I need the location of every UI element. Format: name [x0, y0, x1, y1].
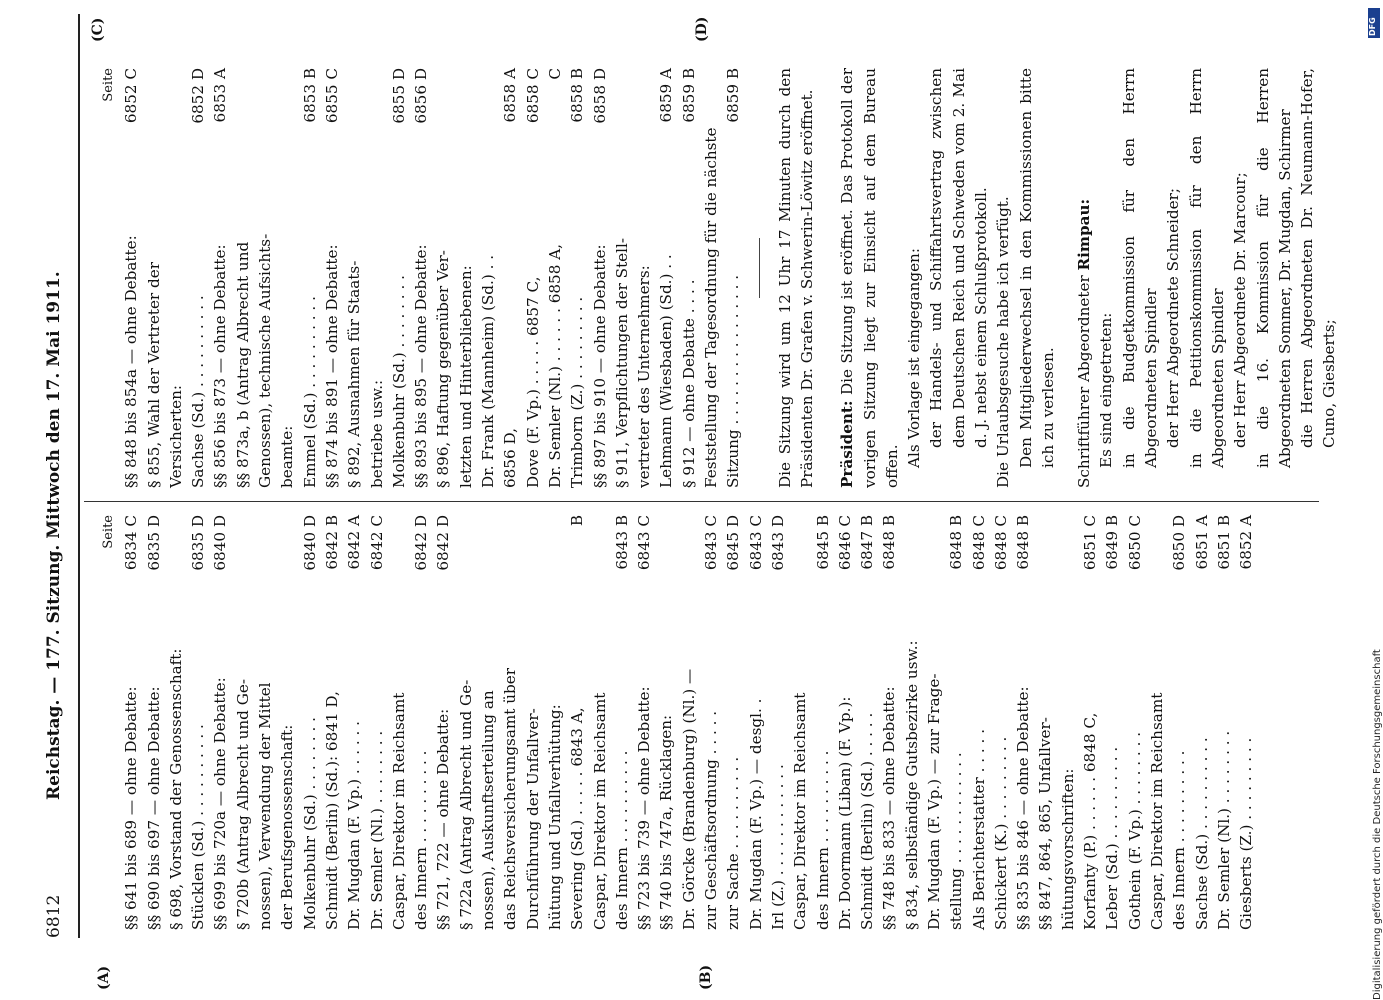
toc-entry-page: 6859 A — [657, 68, 676, 123]
toc-entry-page: 6843 B — [612, 515, 631, 570]
toc-entry-text: § 855, Wahl der Vertreter der — [144, 262, 163, 488]
toc-entry-page: 6848 C — [991, 515, 1010, 571]
toc-entry-page: 6850 D — [1170, 515, 1189, 571]
toc-row — [700, 68, 722, 488]
toc-entry-text: zur Geschäftsordnung . . . . . — [702, 710, 721, 930]
toc-entry-text: nossen), Auskunftserteilung an — [479, 690, 498, 930]
vorlage-heading: Als Vorlage ist eingegangen: — [905, 248, 924, 468]
toc-row — [566, 68, 588, 488]
toc-entry-text: § 896, Haftung gegenüber Ver- — [434, 250, 453, 488]
toc-row — [1101, 515, 1123, 930]
toc-row — [1168, 515, 1190, 930]
toc-entry-text: § 698, Vorstand der Genossenschaft: — [166, 648, 185, 930]
toc-entry-text: das Reichsversicherungsamt über — [501, 668, 520, 930]
toc-entry-text: §§ 897 bis 910 — ohne Debatte: — [590, 244, 609, 488]
toc-row — [388, 515, 410, 930]
toc-row — [611, 515, 633, 930]
toc-entry-text: Irl (Z.) . . . . . . . . . . . . — [768, 764, 787, 930]
toc-row — [120, 68, 142, 488]
marker-b: (B) — [698, 964, 714, 990]
column-divider — [84, 501, 1319, 502]
toc-entry-page: 6842 A — [345, 515, 364, 570]
toc-entry-page: 6842 B — [322, 515, 341, 570]
toc-entry-text: des Innern . . . . . . . . . . — [813, 750, 832, 930]
toc-entry-text: Sachse (Sd.) . . . . . . . . . . — [189, 295, 208, 488]
toc-row — [789, 515, 811, 930]
toc-entry-page: 6835 D — [189, 515, 208, 571]
left-seite-label: Seite — [101, 515, 116, 549]
schrift-line-4: in die Petitionskommission für den Herrn Abgeordneten Spindler — [1186, 68, 1227, 468]
toc-entry-page: 6846 C — [835, 515, 854, 571]
toc-entry-text: Schmidt (Berlin) (Sd.): 6841 D, — [322, 691, 341, 930]
toc-row — [299, 515, 321, 930]
toc-row — [522, 68, 544, 488]
toc-row — [477, 68, 499, 488]
toc-entry-page: 6858 D — [590, 68, 609, 124]
section-rule — [759, 238, 760, 298]
page-number: 6812 — [44, 894, 64, 938]
toc-entry-text: hütungsvorschriften: — [1058, 768, 1077, 930]
toc-entry-page: 6858 B — [568, 68, 587, 123]
toc-entry-page: 6853 A — [211, 68, 230, 123]
toc-row — [499, 515, 521, 930]
toc-row — [388, 68, 410, 488]
marker-a: (A) — [96, 965, 112, 990]
toc-row — [1146, 515, 1168, 930]
toc-entry-text: §§ 847, 864, 865, Unfallver- — [1036, 717, 1055, 930]
toc-row — [343, 515, 365, 930]
toc-entry-page: 6850 C — [1125, 515, 1144, 571]
toc-entry-page: 6851 C — [1081, 515, 1100, 571]
toc-entry-text: Durchführung der Unfallver- — [523, 708, 542, 930]
toc-row — [633, 68, 655, 488]
toc-row — [366, 515, 388, 930]
toc-row — [611, 68, 633, 488]
toc-entry-text: Dr. Semler (Nl.) . . . . . . 6858 A, — [545, 243, 564, 488]
toc-row — [321, 515, 343, 930]
schrift-line-7: die Herren Abgeordneten Dr. Neumann-Hofer, Cuno, Giesberts; — [1298, 68, 1339, 448]
schrift-line-5: der Herr Abgeordnete Dr. Marcour; — [1231, 172, 1250, 448]
toc-entry-text: Caspar, Direktor im Reichsamt — [389, 692, 408, 930]
toc-row — [165, 515, 187, 930]
toc-row — [143, 515, 165, 930]
toc-entry-page: 6848 B — [880, 515, 899, 570]
toc-row — [120, 515, 142, 930]
toc-entry-text: Emmel (Sd.) . . . . . . . . . . — [300, 296, 319, 488]
toc-row — [522, 515, 544, 930]
toc-entry-text: §§ 690 bis 697 — ohne Debatte: — [144, 686, 163, 930]
toc-row — [366, 68, 388, 488]
toc-entry-text: Stücklen (Sd.) . . . . . . . . . . — [189, 724, 208, 930]
toc-entry-text: Genossen), technische Aufsichts- — [256, 233, 275, 488]
toc-row — [432, 68, 454, 488]
toc-entry-text: betriebe usw.: — [367, 379, 386, 488]
toc-entry-page: 6847 B — [858, 515, 877, 570]
toc-entry-page: 6842 C — [367, 515, 386, 571]
toc-entry-text: §§ 748 bis 833 — ohne Debatte: — [880, 686, 899, 930]
toc-entry-page: 6840 D — [211, 515, 230, 571]
toc-entry-text: § 912 — ohne Debatte . . . . — [679, 279, 698, 488]
toc-row — [276, 68, 298, 488]
toc-entry-page: 6843 C — [702, 515, 721, 571]
toc-row — [1213, 515, 1235, 930]
toc-row — [254, 515, 276, 930]
toc-row — [1057, 515, 1079, 930]
president-label: Präsident: — [838, 400, 857, 488]
toc-entry-page: 6843 C — [635, 515, 654, 571]
toc-entry-text: Gothein (F. Vp.) . . . . . . . . — [1125, 731, 1144, 930]
toc-row — [232, 515, 254, 930]
toc-row — [544, 515, 566, 930]
toc-entry-text: des Innern . . . . . . . . . . — [612, 750, 631, 930]
vorlage-item: der Handels- und Schiffahrtsvertrag zwischen dem Deutschen Reich und Schweden vom 2. Mai d. J. nebst einem Schlußprotokoll. — [927, 68, 990, 448]
toc-entry-text: nossen), Verwendung der Mittel — [256, 682, 275, 930]
toc-entry-page: 6845 B — [813, 515, 832, 570]
toc-entry-text: des Innern . . . . . . . . . . — [412, 750, 431, 930]
toc-entry-text: 6856 D, — [501, 428, 520, 488]
toc-row — [923, 515, 945, 930]
toc-entry-page: 6855 D — [389, 68, 408, 124]
toc-row — [1034, 515, 1056, 930]
schrift-line-2: in die Budgetkommission für den Herrn Abgeordneten Spindler — [1119, 68, 1161, 468]
schrift-paragraph — [1073, 68, 1095, 488]
toc-row — [321, 68, 343, 488]
toc-entry-text: Als Berichterstatter . . . . . — [969, 728, 988, 930]
toc-entry-text: des Innern . . . . . . . . . . — [1170, 750, 1189, 930]
toc-row — [410, 515, 432, 930]
toc-entry-page: 6848 C — [969, 515, 988, 571]
toc-entry-text: §§ 874 bis 891 — ohne Debatte: — [322, 244, 341, 488]
toc-entry-text: Trimborn (Z.) . . . . . . . . . — [568, 296, 587, 488]
toc-row — [410, 68, 432, 488]
toc-entry-text: Dr. Mugdan (F. Vp.) . . . . . . — [345, 721, 364, 930]
toc-row — [1235, 515, 1257, 930]
toc-row — [499, 68, 521, 488]
toc-entry-text: Schmidt (Berlin) (Sd.) . . . . . — [858, 712, 877, 930]
right-column — [98, 68, 1341, 488]
toc-row — [945, 515, 967, 930]
toc-entry-page: 6848 B — [1014, 515, 1033, 570]
toc-entry-page: 6835 D — [144, 515, 163, 571]
toc-entry-text: beamte: — [278, 425, 297, 488]
mitglieder-paragraph: Den Mitgliederwechsel in den Kommissionen bitte ich zu verlesen. — [1016, 68, 1057, 468]
schrift-name: Rimpau: — [1075, 198, 1094, 271]
toc-row — [544, 68, 566, 488]
toc-entry-text: letzten und Hinterbliebenen: — [456, 265, 475, 488]
toc-row — [232, 68, 254, 488]
toc-entry-text: Dr. Doormann (Liban) (F. Vp.): — [835, 696, 854, 930]
schrift-label: Schriftführer Abgeordneter — [1075, 275, 1094, 488]
toc-entry-page: 6852 D — [189, 68, 208, 124]
toc-entry-page: 6851 A — [1192, 515, 1211, 570]
toc-row — [767, 515, 789, 930]
toc-entry-page: 6834 C — [122, 515, 141, 571]
president-text: Die Sitzung ist eröffnet. Das Protokoll der vorigen Sitzung liegt zur Einsicht auf dem Bureau offen. — [838, 67, 901, 488]
right-seite-label: Seite — [101, 68, 116, 102]
schrift-line-3: der Herr Abgeordnete Schneider; — [1164, 188, 1183, 448]
toc-entry-text: Sachse (Sd.) . . . . . . . . . . — [1192, 737, 1211, 930]
toc-row — [299, 68, 321, 488]
toc-entry-page: 6851 B — [1214, 515, 1233, 570]
toc-row — [678, 515, 700, 930]
toc-row — [1191, 515, 1213, 930]
toc-entry-page: 6858 A — [501, 68, 520, 123]
toc-row — [477, 515, 499, 930]
dfg-logo — [1368, 8, 1380, 38]
toc-entry-page: 6840 D — [300, 515, 319, 571]
toc-entry-page: 6843 D — [768, 515, 787, 571]
toc-row — [901, 515, 923, 930]
toc-entry-page: 6853 B — [300, 68, 319, 123]
toc-entry-page: 6859 B — [724, 68, 743, 123]
left-column — [98, 515, 1257, 930]
toc-entry-text: § 720b (Antrag Albrecht und Ge- — [233, 679, 252, 930]
toc-entry-text: Dr. Mugdan (F. Vp.) — desgl. . — [746, 698, 765, 930]
toc-entry-text: §§ 856 bis 873 — ohne Debatte: — [211, 244, 230, 488]
urlaub-paragraph: Die Urlaubsgesuche habe ich verfügt. — [994, 196, 1013, 488]
toc-entry-text: §§ 835 bis 846 — ohne Debatte: — [1014, 686, 1033, 930]
toc-entry-text: Giesberts (Z.) . . . . . . . . . — [1237, 737, 1256, 930]
toc-entry-text: Molkenbuhr (Sd.) . . . . . . . . — [300, 717, 319, 930]
toc-row — [1012, 515, 1034, 930]
toc-entry-text: Caspar, Direktor im Reichsamt — [1147, 692, 1166, 930]
toc-row — [655, 515, 677, 930]
header-rule — [78, 14, 80, 938]
toc-row — [722, 68, 744, 488]
toc-row — [589, 515, 611, 930]
toc-row — [812, 515, 834, 930]
toc-entry-text: §§ 721, 722 — ohne Debatte: — [434, 708, 453, 930]
toc-entry-text: Versicherten: — [166, 385, 185, 488]
opening-paragraph: Die Sitzung wird um 12 Uhr 17 Minuten durch den Präsidenten Dr. Grafen v. Schwerin-Löwitz eröffnet. — [775, 68, 816, 488]
schrift-line-6: in die 16. Kommission für die Herren Abgeordneten Sommer, Dr. Mugdan, Schirmer — [1253, 68, 1294, 468]
toc-row — [1124, 515, 1146, 930]
toc-row — [566, 515, 588, 930]
toc-entry-text: Sitzung . . . . . . . . . . . . . . . . — [724, 274, 743, 488]
toc-entry-text: hütung und Unfallverhütung: — [545, 704, 564, 930]
toc-entry-text: § 892, Ausnahmen für Staats- — [345, 260, 364, 488]
toc-entry-page: 6859 B — [679, 68, 698, 123]
toc-entry-text: Dr. Mugdan (F. Vp.) — zur Frage- — [924, 673, 943, 930]
toc-entry-text: §§ 723 bis 739 — ohne Debatte: — [635, 686, 654, 930]
toc-row — [1079, 515, 1101, 930]
toc-row — [165, 68, 187, 488]
toc-entry-page: 6843 C — [746, 515, 765, 571]
toc-row — [209, 68, 231, 488]
toc-row — [432, 515, 454, 930]
toc-row — [990, 515, 1012, 930]
toc-row — [455, 68, 477, 488]
marker-c: (C) — [90, 17, 106, 42]
toc-entry-text: Korfanty (P.) . . . . . . 6848 C, — [1081, 712, 1100, 930]
left-toc-list — [120, 515, 1257, 930]
toc-row — [187, 515, 209, 930]
toc-entry-page: 6848 B — [947, 515, 966, 570]
toc-entry-text: §§ 873a, b (Antrag Albrecht und — [233, 241, 252, 488]
marker-d: (D) — [694, 16, 710, 42]
toc-entry-text: Dove (F. Vp.) . . . . . 6857 C, — [523, 276, 542, 488]
toc-entry-text: Severing (Sd.) . . . . . 6843 A, — [568, 707, 587, 930]
toc-entry-text: der Berufsgenossenschaft: — [278, 724, 297, 930]
toc-entry-page: 6852 C — [122, 68, 141, 124]
toc-row — [834, 515, 856, 930]
toc-entry-text: §§ 893 bis 895 — ohne Debatte: — [412, 244, 431, 488]
right-toc-list — [120, 68, 744, 488]
toc-row — [276, 515, 298, 930]
toc-entry-text: §§ 699 bis 720a — ohne Debatte: — [211, 677, 230, 930]
toc-entry-text: Dr. Frank (Mannheim) (Sd.) . . — [479, 254, 498, 488]
toc-entry-text: Caspar, Direktor im Reichsamt — [590, 692, 609, 930]
toc-entry-text: Dr. Semler (Nl.) . . . . . . . . — [367, 730, 386, 930]
toc-entry-text: Caspar, Direktor im Reichsamt — [791, 692, 810, 930]
toc-entry-page: 6842 D — [434, 515, 453, 571]
toc-entry-page: B — [568, 515, 587, 527]
toc-entry-page: C — [545, 68, 564, 80]
toc-entry-text: §§ 740 bis 747a, Rücklagen: — [657, 714, 676, 930]
toc-entry-page: 6852 A — [1237, 515, 1256, 570]
toc-entry-page: 6842 D — [412, 515, 431, 571]
toc-entry-page: 6858 C — [523, 68, 542, 124]
toc-entry-text: §§ 641 bis 689 — ohne Debatte: — [122, 686, 141, 930]
schrift-line-1: Es sind eingetreten: — [1097, 312, 1116, 468]
toc-row — [254, 68, 276, 488]
toc-entry-text: Leber (Sd.) . . . . . . . . . . — [1103, 746, 1122, 930]
toc-entry-text: Dr. Semler (Nl.) . . . . . . . . — [1214, 730, 1233, 930]
toc-row — [455, 515, 477, 930]
toc-entry-text: Schickert (K.) . . . . . . . . . — [991, 736, 1010, 930]
toc-row — [143, 68, 165, 488]
toc-row — [856, 515, 878, 930]
toc-row — [209, 515, 231, 930]
page-title: Reichstag. — 177. Sitzung. Mittwoch den 17. Mai 1911. — [44, 271, 64, 800]
toc-row — [655, 68, 677, 488]
toc-entry-text: § 911, Verpflichtungen der Stell- — [612, 237, 631, 488]
dfg-logo-text: DFG — [1368, 17, 1377, 36]
toc-row — [722, 515, 744, 930]
toc-entry-page: 6845 D — [724, 515, 743, 571]
toc-entry-text: Lehmann (Wiesbaden) (Sd.) . . — [657, 254, 676, 488]
toc-entry-page: 6855 C — [322, 68, 341, 124]
toc-entry-page: 6849 B — [1103, 515, 1122, 570]
toc-entry-text: stellung . . . . . . . . . . . . — [947, 752, 966, 930]
toc-entry-text: § 834, selbständige Gutsbezirke usw.: — [902, 640, 921, 930]
toc-row — [745, 515, 767, 930]
toc-row — [343, 68, 365, 488]
toc-row — [678, 68, 700, 488]
toc-row — [968, 515, 990, 930]
toc-entry-text: §§ 848 bis 854a — ohne Debatte: — [122, 235, 141, 488]
toc-entry-text: zur Sache . . . . . . . . . . — [724, 756, 743, 930]
president-paragraph — [836, 68, 903, 488]
toc-entry-text: § 722a (Antrag Albrecht und Ge- — [456, 679, 475, 930]
toc-entry-text: Molkenbuhr (Sd.) . . . . . . . . — [389, 275, 408, 488]
toc-entry-text: Dr. Görcke (Brandenburg) (Nl.) — — [679, 668, 698, 930]
toc-row — [700, 515, 722, 930]
dfg-credit-text: Digitalisierung gefördert durch die Deutsche Forschungsgemeinschaft — [1372, 649, 1383, 1000]
toc-row — [589, 68, 611, 488]
toc-entry-page: 6856 D — [412, 68, 431, 124]
toc-row — [878, 515, 900, 930]
toc-entry-text: vertreter des Unternehmers: — [635, 265, 654, 488]
toc-row — [633, 515, 655, 930]
toc-entry-text: Feststellung der Tagesordnung für die nächste — [702, 127, 721, 488]
toc-row — [187, 68, 209, 488]
